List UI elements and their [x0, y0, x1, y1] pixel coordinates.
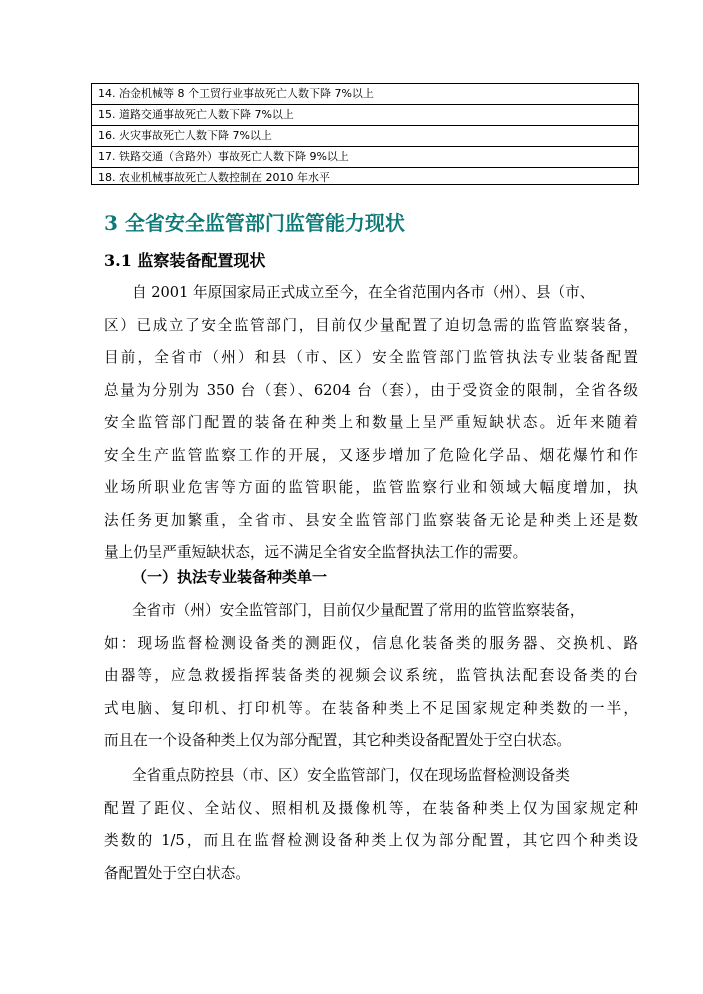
text-line: 法任务更加繁重，全省市、县安全监管部门监察装备无论是种类上还是数 [104, 511, 638, 529]
table-row: 16. 火灾事故死亡人数下降 7%以上 [92, 126, 638, 147]
text-line: 安全生产监管监察工作的开展，又逐步增加了危险化学品、烟花爆竹和作 [104, 446, 638, 464]
paragraph-county-departments [104, 760, 638, 890]
text-line: 如：现场监督检测设备类的测距仪，信息化装备类的服务器、交换机、路 [104, 634, 638, 652]
paragraph-city-departments [104, 595, 638, 758]
text-line: 而且在一个设备种类上仅为部分配置，其它种类设备配置处于空白状态。 [104, 732, 572, 749]
targets-table [91, 83, 639, 185]
text-line: 量上仍呈严重短缺状态，远不满足全省安全监督执法工作的需要。 [104, 544, 528, 561]
section-heading: 3 全省安全监管部门监管能力现状 [104, 211, 405, 235]
subsection-heading: 3.1 监察装备配置现状 [104, 251, 266, 270]
sub-heading-single-type: （一）执法专业装备种类单一 [132, 568, 328, 586]
text-line: 业场所职业危害等方面的监管职能，监管监察行业和领域大幅度增加，执 [104, 479, 638, 496]
text-line: 由器等，应急救援指挥装备类的视频会议系统，监管执法配套设备类的台 [104, 667, 638, 684]
text-line: 类数的 1/5，而且在监督检测设备种类上仅为部分配置，其它四个种类设 [104, 832, 638, 849]
text-line: 目前，全省市（州）和县（市、区）安全监管部门监管执法专业装备配置 [104, 349, 638, 366]
table-row: 17. 铁路交通（含路外）事故死亡人数下降 9%以上 [92, 147, 638, 168]
text-line: 区）已成立了安全监管部门，目前仅少量配置了迫切急需的监管监察装备， [104, 316, 638, 334]
text-line: 全省市（州）安全监管部门，目前仅少量配置了常用的监管监察装备， [132, 602, 585, 619]
table-row: 14. 冶金机械等 8 个工贸行业事故死亡人数下降 7%以上 [92, 84, 638, 105]
text-line: 安全监管部门配置的装备在种类上和数量上呈严重短缺状态。近年来随着 [104, 414, 638, 431]
text-line: 式电脑、复印机、打印机等。在装备种类上不足国家规定种类数的一半， [104, 699, 638, 717]
table-row: 15. 道路交通事故死亡人数下降 7%以上 [92, 105, 638, 126]
table-row: 18. 农业机械事故死亡人数控制在 2010 年水平 [98, 171, 330, 184]
text-line: 总量为分别为 350 台（套）、6204 台（套），由于受资金的限制，全省各级 [104, 381, 638, 399]
text-line: 自 2001 年原国家局正式成立至今，在全省范围内各市（州）、县（市、 [132, 284, 595, 301]
text-line: 配置了距仪、全站仪、照相机及摄像机等，在装备种类上仅为国家规定种 [104, 799, 638, 817]
text-line: 全省重点防控县（市、区）安全监管部门，仅在现场监督检测设备类 [132, 767, 570, 784]
text-line: 备配置处于空白状态。 [104, 864, 250, 882]
paragraph-equipment-status [104, 277, 638, 570]
